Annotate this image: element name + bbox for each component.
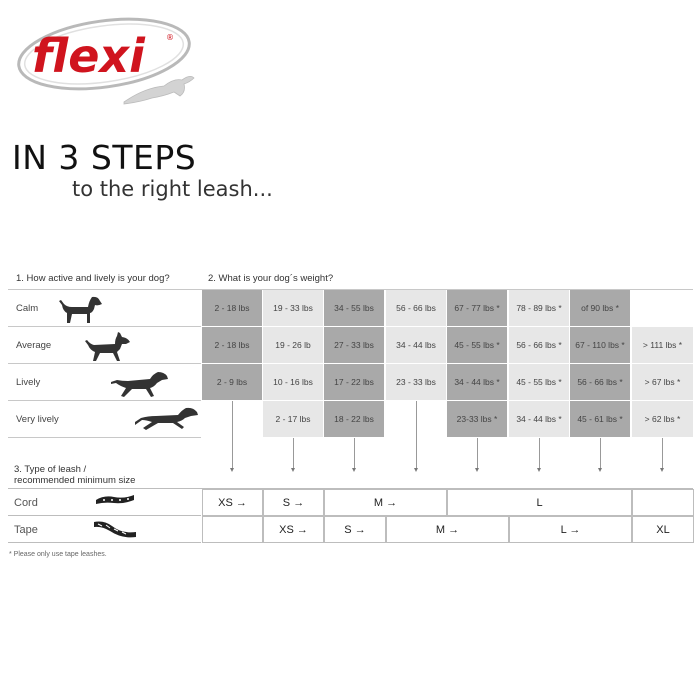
- arrow-down-icon: [414, 468, 418, 472]
- footnote: * Please only use tape leashes.: [9, 551, 107, 558]
- weight-cell-average: 2 - 18 lbs: [202, 327, 263, 364]
- arrow-down-icon: [230, 468, 234, 472]
- weight-cell-lively: 2 - 9 lbs: [202, 364, 263, 401]
- tape-size-cell: XL: [632, 516, 694, 543]
- arrow-down-icon: [291, 468, 295, 472]
- arrow-down-icon: [660, 468, 664, 472]
- weight-cell-average: 34 - 44 lbs: [386, 327, 447, 364]
- weight-cell-lively: 10 - 16 lbs: [263, 364, 324, 401]
- cord-size-cell: M →: [324, 489, 447, 516]
- tape-size-cell: S →: [324, 516, 386, 543]
- leash-tape-label: Tape: [14, 524, 38, 536]
- weight-cell-very-lively: 18 - 22 lbs: [324, 401, 385, 438]
- weight-cell-very-lively: > 62 lbs *: [632, 401, 694, 438]
- dog-standing-icon: [58, 295, 104, 325]
- tape-leash-icon: [92, 518, 138, 540]
- weight-cell-lively: 34 - 44 lbs *: [447, 364, 508, 401]
- activity-very-lively-label: Very lively: [16, 414, 59, 425]
- weight-cell-lively: 23 - 33 lbs: [386, 364, 447, 401]
- divider-line: [8, 363, 201, 364]
- arrow-line: [416, 401, 417, 469]
- cord-leash-icon: [94, 492, 136, 508]
- arrow-line: [354, 438, 355, 469]
- question-weight: 2. What is your dog´s weight?: [208, 273, 334, 284]
- arrow-line: [600, 438, 601, 469]
- arrow-down-icon: [352, 468, 356, 472]
- dog-walking-icon: [84, 331, 132, 363]
- weight-cell-very-lively: 45 - 61 lbs *: [570, 401, 631, 438]
- weight-cell-calm: 67 - 77 lbs *: [447, 290, 508, 327]
- arrow-line: [232, 401, 233, 469]
- svg-text:flexi: flexi: [32, 29, 145, 83]
- weight-cell-average: 67 - 110 lbs *: [570, 327, 631, 364]
- subheadline: to the right leash...: [72, 177, 273, 201]
- arrow-line: [477, 438, 478, 469]
- weight-cell-average: 56 - 66 lbs *: [509, 327, 570, 364]
- tape-size-cell: L →: [509, 516, 632, 543]
- weight-cell-calm: 78 - 89 lbs *: [509, 290, 570, 327]
- tape-size-cell: M →: [386, 516, 509, 543]
- headline: IN 3 STEPS: [12, 138, 197, 177]
- activity-average-label: Average: [16, 340, 52, 351]
- weight-cell-average: 45 - 55 lbs *: [447, 327, 508, 364]
- weight-cell-lively: 56 - 66 lbs *: [570, 364, 631, 401]
- weight-cell-average: 19 - 26 lb: [263, 327, 324, 364]
- divider-line: [8, 542, 201, 543]
- weight-cell-lively: 17 - 22 lbs: [324, 364, 385, 401]
- arrow-line: [293, 438, 294, 469]
- svg-text:®: ®: [166, 33, 174, 42]
- divider-line: [8, 326, 201, 327]
- cord-size-cell: L: [447, 489, 632, 516]
- weight-cell-lively: 45 - 55 lbs *: [509, 364, 570, 401]
- divider-line: [8, 515, 201, 516]
- arrow-down-icon: [537, 468, 541, 472]
- weight-cell-calm: 56 - 66 lbs: [386, 290, 447, 327]
- weight-cell-average: > 111 lbs *: [632, 327, 694, 364]
- arrow-line: [662, 438, 663, 469]
- divider-line: [8, 400, 201, 401]
- tape-size-cell: XS →: [263, 516, 324, 543]
- weight-cell-calm: of 90 lbs *: [570, 290, 631, 327]
- dog-trotting-icon: [110, 369, 170, 399]
- cord-size-cell: XS →: [202, 489, 263, 516]
- activity-lively-label: Lively: [16, 377, 41, 388]
- weight-cell-calm: 19 - 33 lbs: [263, 290, 324, 327]
- cord-size-cell: S →: [263, 489, 324, 516]
- divider-line: [8, 437, 201, 438]
- arrow-line: [539, 438, 540, 469]
- arrow-down-icon: [598, 468, 602, 472]
- weight-cell-average: 27 - 33 lbs: [324, 327, 385, 364]
- weight-cell-calm: 2 - 18 lbs: [202, 290, 263, 327]
- flexi-logo: [14, 14, 204, 109]
- tape-size-cell-empty: [202, 516, 263, 543]
- weight-cell-very-lively: 2 - 17 lbs: [263, 401, 324, 438]
- cord-size-cell-empty: [632, 489, 694, 516]
- weight-cell-lively: > 67 lbs *: [632, 364, 694, 401]
- weight-cell-calm: 34 - 55 lbs: [324, 290, 385, 327]
- weight-cell-very-lively: 23-33 lbs *: [447, 401, 508, 438]
- question-activity: 1. How active and lively is your dog?: [16, 273, 170, 284]
- weight-cell-very-lively: 34 - 44 lbs *: [509, 401, 570, 438]
- leash-cord-label: Cord: [14, 497, 38, 509]
- activity-calm-label: Calm: [16, 303, 39, 314]
- question-leash-type: 3. Type of leash / recommended minimum size: [14, 464, 136, 486]
- dog-running-icon: [134, 405, 200, 433]
- arrow-down-icon: [475, 468, 479, 472]
